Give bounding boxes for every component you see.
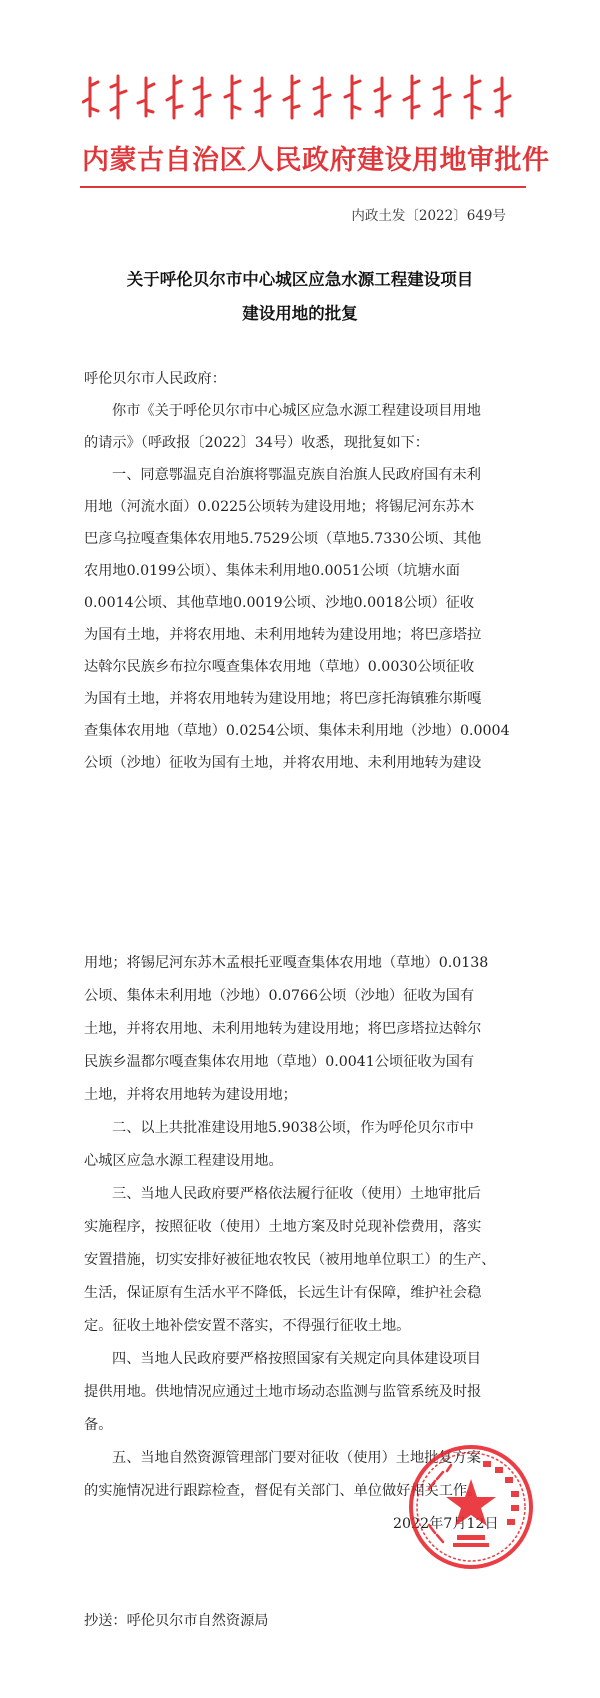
- salutation: 呼伦贝尔市人民政府：: [84, 371, 226, 387]
- body-line: 用地；将锡尼河东苏木孟根托亚嘎查集体农用地（草地）0.0138: [84, 955, 489, 971]
- cc-line: 抄送：呼伦贝尔市自然资源局: [84, 1613, 269, 1629]
- body-line: 0.0014公顷、其他草地0.0019公顷、沙地0.0018公顷）征收: [84, 595, 475, 611]
- body-line: 你市《关于呼伦贝尔市中心城区应急水源工程建设项目用地: [112, 403, 481, 419]
- body-line: 备。: [84, 1417, 113, 1433]
- mongolian-script-banner: [82, 72, 522, 122]
- body-line: 土地，并将农用地、未利用地转为建设用地；将巴彦塔拉达斡尔: [84, 1021, 482, 1037]
- body-line: 达斡尔民族乡布拉尔嘎查集体农用地（草地）0.0030公顷征收: [84, 659, 475, 675]
- body-line: 三、当地人民政府要严格依法履行征收（使用）土地审批后: [112, 1186, 481, 1202]
- body-line: 公顷、集体未利用地（沙地）0.0766公顷（沙地）征收为国有: [84, 988, 475, 1004]
- body-line: 实施程序，按照征收（使用）土地方案及时兑现补偿费用，落实: [84, 1219, 482, 1235]
- document-title-line-2: 建设用地的批复: [242, 304, 358, 323]
- official-seal-stamp: [407, 1443, 535, 1571]
- body-line: 的实施情况进行跟踪检查，督促有关部门、单位做好相关工作。: [84, 1483, 482, 1499]
- body-line: 二、以上共批准建设用地5.9038公顷，作为呼伦贝尔市中: [112, 1120, 474, 1136]
- body-line: 五、当地自然资源管理部门要对征收（使用）土地批复方案: [112, 1450, 481, 1466]
- document-number: 内政土发〔2022〕649号: [351, 208, 506, 224]
- body-line: 土地，并将农用地转为建设用地；: [84, 1087, 297, 1103]
- body-line: 一、同意鄂温克自治旗将鄂温克族自治旗人民政府国有未利: [112, 467, 481, 483]
- body-line: 巴彦乌拉嘎查集体农用地5.7529公顷（草地5.7330公顷、其他: [84, 531, 482, 547]
- header-divider: [80, 186, 526, 188]
- body-line: 公顷（沙地）征收为国有土地，并将农用地、未利用地转为建设: [84, 755, 482, 771]
- body-line: 查集体农用地（草地）0.0254公顷、集体未利用地（沙地）0.0004: [84, 723, 510, 739]
- body-line: 的请示》（呼政报〔2022〕34号）收悉，现批复如下：: [84, 435, 429, 451]
- body-line: 为国有土地，并将农用地转为建设用地；将巴彦托海镇雅尔斯嘎: [84, 691, 482, 707]
- document-title-line-1: 关于呼伦贝尔市中心城区应急水源工程建设项目: [126, 270, 474, 289]
- header-title: 内蒙古自治区人民政府建设用地审批件: [82, 145, 550, 176]
- body-line: 提供用地。供地情况应通过土地市场动态监测与监管系统及时报: [84, 1384, 482, 1400]
- body-line: 心城区应急水源工程建设用地。: [84, 1153, 283, 1169]
- body-line: 农用地0.0199公顷）、集体未利用地0.0051公顷（坑塘水面: [84, 563, 460, 579]
- issue-date: 2022年7月12日: [393, 1516, 499, 1532]
- body-line: 民族乡温都尔嘎查集体农用地（草地）0.0041公顷征收为国有: [84, 1054, 475, 1070]
- body-line: 定。征收土地补偿安置不落实，不得强行征收土地。: [84, 1318, 411, 1334]
- body-line: 用地（河流水面）0.0225公顷转为建设用地；将锡尼河东苏木: [84, 499, 475, 515]
- body-line: 生活，保证原有生活水平不降低，长远生计有保障，维护社会稳: [84, 1285, 482, 1301]
- body-line: 四、当地人民政府要严格按照国家有关规定向具体建设项目: [112, 1351, 481, 1367]
- body-line: 为国有土地，并将农用地、未利用地转为建设用地；将巴彦塔拉: [84, 627, 482, 643]
- body-line: 安置措施，切实安排好被征地农牧民（被用地单位职工）的生产、: [84, 1252, 496, 1268]
